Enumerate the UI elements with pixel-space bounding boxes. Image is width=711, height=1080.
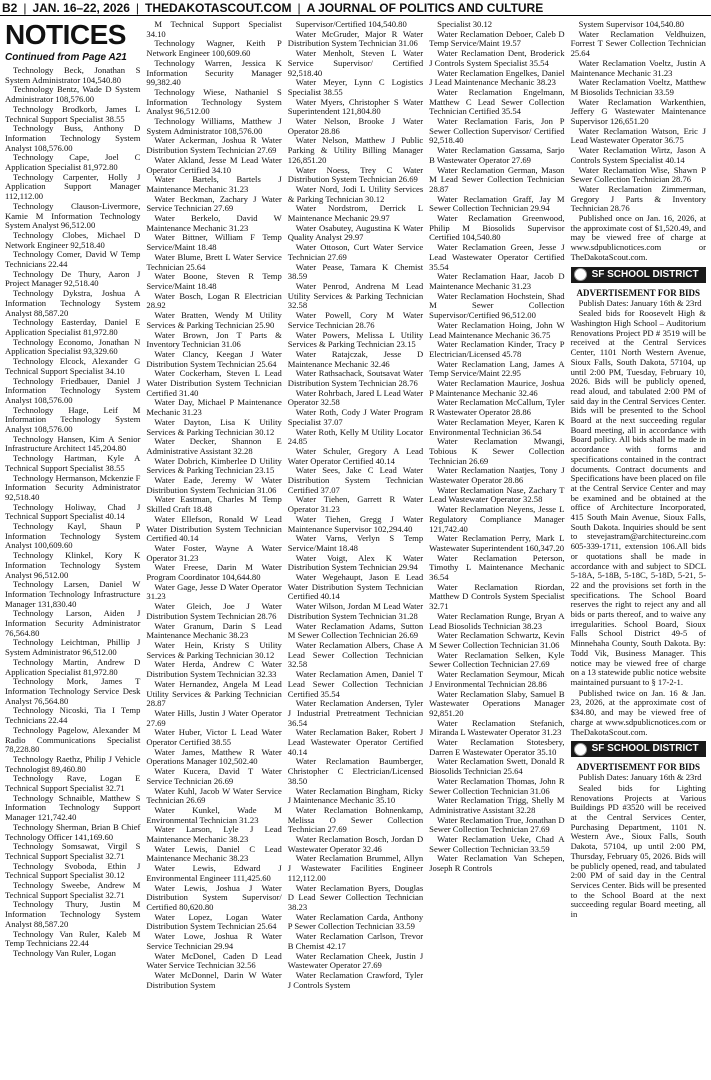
salary-entry: Technology Sherman, Brian B Chief Technology Officer 141,169.60 <box>5 821 141 842</box>
salary-entry: Water Reclamation Kinder, Tracy P Electrician/Licensed 45.78 <box>429 339 565 359</box>
salary-entry: Water Sees, Jake C Lead Water Distribution System Technician Certified 37.07 <box>287 465 424 495</box>
salary-entry: Technology Holiway, Chad J Technical Support Specialist 40.14 <box>5 501 141 522</box>
salary-entry: Technology Wiese, Nathaniel S Information Technology System Analyst 96,512.00 <box>146 86 282 117</box>
salary-entry: Water Day, Michael P Maintenance Mechanic 31.23 <box>146 397 282 418</box>
salary-entry: Water Pease, Tamara K Chemist 38.59 <box>287 261 424 282</box>
salary-entry: Water Hills, Justin J Water Operator 27.69 <box>146 707 282 728</box>
salary-entry: Water Reclamation Gassama, Sarjo B Wastewater Operator 27.69 <box>429 145 565 165</box>
salary-entry: Water Herda, Andrew C Water Distribution System Technician 32.33 <box>146 659 282 680</box>
salary-entry: Technology Hage, Leif M Information Technology System Analyst 108,576.00 <box>5 404 141 435</box>
salary-entry: Water Reclamation Engelkes, Daniel J Lead Maintenance Mechanic 38.23 <box>429 67 565 88</box>
page-number: B2 <box>2 0 18 15</box>
salary-entry: Water Reclamation Carlson, Trevor B Chemist 42.17 <box>287 931 424 951</box>
salary-entry: Water Reclamation Thomas, John R Sewer Collection Technician 31.06 <box>429 775 565 796</box>
salary-entry: Water Wilson, Jordan M Lead Water Distribution System Technician 31.28 <box>287 601 424 621</box>
salary-entry: Water Roth, Kelly M Utility Locator 24.85 <box>287 426 424 447</box>
salary-entry: Water Reclamation German, Mason M Lead Sewer Collection Technician 28.87 <box>429 164 565 194</box>
salary-entry: Water Reclamation Deboer, Caleb D Temp Service/Maint 19.57 <box>429 28 565 49</box>
salary-entry: System Supervisor 104,540.80 <box>578 20 685 29</box>
salary-entry: Water Hernandez, Angela M Lead Utility Services & Parking Technician 28.87 <box>146 678 282 709</box>
salary-entry: Water Reclamation Stotesbery, Darren E Wastewater Operator 35.10 <box>429 737 565 757</box>
salary-entry: Water Reclamation Nase, Zachary T Lead Wastewater Operator 32.58 <box>429 484 565 505</box>
salary-entry: Water Bittner, William F Temp Service/Maint 18.48 <box>146 232 282 253</box>
salary-entry: Water Larson, Lyle J Lead Maintenance Mechanic 38.23 <box>146 824 282 845</box>
salary-entry: Water Reclamation Naatjes, Tony J Wastewater Operator 28.86 <box>429 465 565 486</box>
header-separator: | <box>135 0 139 15</box>
salary-entry: Technology Leichtman, Phillip J System Administrator 96,512.00 <box>5 637 141 658</box>
salary-entry: Water Lopez, Logan Water Distribution System Technician 25.64 <box>146 911 282 932</box>
salary-entry: Technology Brodkorb, James L Technical Support Specialist 38.55 <box>5 103 141 124</box>
salary-entry: Technology Hansen, Kim A Senior Infrastructure Architect 145,204.80 <box>5 433 141 454</box>
salary-entry: Water Decker, Shannon E Administrative Assistant 32.28 <box>146 436 282 456</box>
salary-entry: Water Tiehen, Garrett R Water Operator 31.23 <box>287 494 424 515</box>
salary-entry: Water Reclamation Hochstein, Shad M Sewer Collection Supervisor/Certified 96,512.00 <box>429 290 565 321</box>
salary-entry: Water Reclamation Bosch, Jordan D Wastewater Operator 32.46 <box>287 834 424 854</box>
salary-entry: Water Reclamation Runge, Bryan A Lead Biosolids Technician 38.23 <box>429 610 565 631</box>
salary-entry: Technology Clobes, Michael D Network Engineer 92,518.40 <box>5 229 141 250</box>
district-banner <box>571 741 706 757</box>
salary-entry: Water Foster, Wayne A Water Operator 31.23 <box>146 542 282 563</box>
salary-entry: Water Reclamation Albers, Chase A Lead Sewer Collection Technician 32.58 <box>287 640 424 670</box>
salary-entry: Water Reclamation Swett, Donald R Biosolids Technician 25.64 <box>429 756 565 777</box>
salary-entry: Water Reclamation Graff, Jay M Sewer Collection Technician 29.94 <box>429 193 565 214</box>
salary-entry: Water Tiehen, Gregg J Water Maintenance Supervisor 102,294.40 <box>287 513 424 534</box>
salary-entry: Water Kunkel, Wade M Environmental Technician 31.23 <box>146 804 282 825</box>
salary-entry: Water Bosch, Logan R Electrician 28.92 <box>146 290 282 311</box>
salary-entry: Technology Bentz, Wade D System Administrator 108,576.00 <box>5 84 141 105</box>
site-name: THEDAKOTASCOUT.COM <box>145 0 292 15</box>
salary-entry: Water Reclamation Brummel, Allyn J Wastewater Facilities Engineer 112,112.00 <box>287 853 424 883</box>
salary-entry: Technology Mork, James T Information Technology Service Desk Analyst 76,564.80 <box>5 676 141 706</box>
salary-entry: Water Osabutey, Augustina K Water Quality Analyst 29.97 <box>287 222 424 243</box>
salary-entry: Water Schuler, Gregory A Lead Water Operator Certified 40.14 <box>287 445 424 466</box>
salary-entry: Water Reclamation Andersen, Tyler J Industrial Pretreatment Technician 36.54 <box>287 698 424 728</box>
salary-entry: Water Reclamation Van Schepen, Joseph R Controls <box>429 853 565 874</box>
salary-entry: Technology Williams, Matthew J System Administrator 108,576.00 <box>146 116 282 136</box>
notice-column-4 <box>426 20 567 1078</box>
district-banner <box>571 267 706 283</box>
salary-entry: Water Varns, Verlyn S Temp Service/Maint 18.48 <box>287 533 424 553</box>
salary-entry: Water Ratajczak, Jesse D Maintenance Mechanic 32.46 <box>287 348 424 369</box>
district-name: SF SCHOOL DISTRICT <box>591 743 699 755</box>
ad-footer: Published twice on Jan. 16 & Jan. 23, 2026, at the approximate cost of $34.80, and may be viewed free of charge at www.sdpublicnotices.com or TheDakotaScout.com. <box>570 687 706 737</box>
salary-entry: Technology Thury, Justin M Information Technology System Analyst 88,587.20 <box>5 899 141 929</box>
notice-column-1 <box>2 20 143 1078</box>
salary-entry: Water Reclamation Baker, Robert J Lead Wastewater Operator Certified 40.14 <box>287 727 424 757</box>
salary-entry: Water James, Matthew R Water Operations Manager 102,502.40 <box>146 746 282 767</box>
salary-entry: Water Meyer, Lynn C Logistics Specialist 38.55 <box>287 77 424 97</box>
salary-entry: Water Reclamation Riordan, Matthew D Controls System Specialist 32.71 <box>429 581 565 612</box>
salary-entry: Water Eade, Jeremy W Water Distribution System Technician 31.06 <box>146 475 282 495</box>
salary-entry: Technology Svoboda, Ethin J Technical Support Specialist 30.12 <box>5 860 141 881</box>
salary-entry: Water Reclamation True, Jonathan D Sewer Collection Technician 27.69 <box>429 814 565 835</box>
salary-entry: Technology Kayl, Shaun P Information Technology System Analyst 100,609.60 <box>5 521 141 551</box>
salary-entry: Technology De Thury, Aaron J Project Manager 92,518.40 <box>5 268 141 289</box>
salary-entry: Water Reclamation Watson, Eric J Lead Wastewater Operator 36.75 <box>570 125 706 146</box>
salary-entry: Technology Wagner, Keith P Network Engineer 100,609.60 <box>146 38 282 59</box>
salary-entry: Technology Cape, Joel C Application Specialist 81,972.80 <box>5 152 141 173</box>
notice-column-2 <box>143 20 284 1078</box>
ad-heading: ADVERTISEMENT FOR BIDS <box>576 287 701 298</box>
salary-entry: Water Dobrich, Kimberlee D Utility Services & Parking Technician 23.15 <box>146 455 282 476</box>
district-name: SF SCHOOL DISTRICT <box>591 268 699 280</box>
salary-entry: Water Nord, Jodi L Utility Services & Parking Technician 30.12 <box>287 183 424 204</box>
salary-entry: Water Reclamation Crawford, Tyler J Controls System <box>287 969 424 990</box>
salary-entry: Technology Larson, Aiden J Information Security Administrator 76,564.80 <box>5 608 141 638</box>
salary-entry: Technology Friedbauer, Daniel J Information Technology System Analyst 108,576.00 <box>5 375 141 405</box>
salary-entry: Water Reclamation Cheek, Justin J Wastewater Operator 27.69 <box>287 950 424 971</box>
salary-entry: Water Nordstrom, Derrick L Maintenance Mechanic 29.97 <box>287 203 424 224</box>
salary-entry: Water Kuhl, Jacob W Water Service Technician 26.69 <box>146 785 282 806</box>
salary-entry: Technology Nicoski, Tia I Temp Technicians 22.44 <box>5 705 141 726</box>
salary-entry: Water Blume, Brett L Water Service Technician 25.64 <box>146 251 282 272</box>
notice-columns <box>2 20 709 1078</box>
salary-entry: M Technical Support Specialist 34.10 <box>146 20 282 39</box>
salary-entry: Water Reclamation Hoing, John W Lead Maintenance Mechanic 36.75 <box>429 319 565 340</box>
salary-entry: Water Bartels, Bartels J Maintenance Mechanic 31.23 <box>146 174 282 194</box>
salary-entry: Technology Buss, Anthony D Information Technology System Analyst 108,576.00 <box>5 123 141 153</box>
salary-entry: Technology Dykstra, Joshua A Information Technology System Analyst 88,587.20 <box>5 288 141 318</box>
salary-entry: Water Noess, Trey C Water Distribution System Technician 26.69 <box>287 164 424 185</box>
salary-entry: Technology Rave, Logan E Technical Support Specialist 32.71 <box>5 773 141 794</box>
salary-entry: Water Reclamation Wirtz, Jason A Controls System Specialist 40.14 <box>570 145 706 165</box>
salary-entry: Water Reclamation Dent, Broderick J Controls System Specialist 35.54 <box>429 48 565 68</box>
salary-entry: Technology Comer, David W Temp Technicians 22.44 <box>5 249 141 270</box>
salary-entry: Water Nelson, Brooke J Water Operator 28.86 <box>287 116 424 136</box>
salary-entry: Water Reclamation Bohnenkamp, Melissa O Sewer Collection Technician 27.69 <box>287 804 424 835</box>
salary-entry: Water Beckman, Zachary J Water Service Technician 27.69 <box>146 193 282 214</box>
salary-entry: Water Reclamation Voeltz, Matthew M Biosolids Technician 33.59 <box>570 77 706 97</box>
salary-entry: Water Reclamation Carda, Anthony P Sewer Collection Technician 33.59 <box>287 911 424 932</box>
salary-entry: Water Reclamation Byers, Douglas D Lead Sewer Collection Technician 38.23 <box>287 882 424 912</box>
salary-entry: Technology Elcock, Alexander G Technical Support Specialist 34.10 <box>5 356 141 376</box>
salary-entry: Water Reclamation Baumberger, Christopher C Electrician/Licensed 38.50 <box>287 756 424 786</box>
salary-list-end <box>571 20 706 263</box>
publish-dates: Publish Dates: January 16th & 23rd <box>578 772 702 783</box>
salary-entry: Water Reclamation Faris, Jon P Sewer Collection Supervisor/ Certified 92,518.40 <box>429 116 565 146</box>
salary-entry: Water Hein, Kristy S Utility Services & Parking Technician 30.12 <box>146 640 282 660</box>
salary-entry: Water Boone, Steven R Temp Service/Maint 18.48 <box>146 271 282 291</box>
salary-entry: Water Reclamation Neyens, Jesse L Regulatory Compliance Manager 121,742.40 <box>429 504 565 534</box>
salary-entry: Technology Economo, Jonathan N Application Specialist 93,329.60 <box>5 336 141 357</box>
salary-entry: Specialist 30.12 <box>437 20 493 29</box>
ad-heading: ADVERTISEMENT FOR BIDS <box>576 762 701 773</box>
salary-entry: Water Reclamation Seymour, Micah J Environmental Technician 28.86 <box>429 669 565 689</box>
salary-entry: Water Reclamation Veldhuizen, Forrest T Sewer Collection Technician 25.64 <box>570 28 706 59</box>
salary-entry: Water Rohrbach, Jared L Lead Water Operator 32.58 <box>287 387 424 408</box>
salary-entry: Water Reclamation Selken, Kyle Sewer Collection Technician 27.69 <box>429 649 565 670</box>
salary-entry: Water Granum, Darin S Lead Maintenance Mechanic 38.23 <box>146 620 282 641</box>
salary-entry: Water McDonnel, Darin W Water Distribution System <box>146 969 282 990</box>
salary-entry: Water Myers, Christopher S Water Superintendent 121,804.80 <box>287 96 424 117</box>
salary-entry: Water Reclamation McCallum, Tyler R Wastewater Operator 28.86 <box>429 397 565 418</box>
salary-entry: Water Brown, Jon T Parts & Inventory Technician 31.06 <box>146 329 282 350</box>
continued-note: Continued from Page A21 <box>5 52 127 63</box>
salary-entry: Supervisor/Certified 104,540.80 <box>295 20 407 29</box>
salary-entry: Technology Van Ruler, Kaleb M Temp Technicians 22.44 <box>5 928 141 949</box>
salary-entry: Water Reclamation Green, Jesse J Lead Wastewater Operator Certified 35.54 <box>429 242 565 272</box>
salary-entry: Water Wegehaupt, Jason E Lead Water Distribution System Technician Certified 40.14 <box>287 572 424 602</box>
salary-entry: Water Lewis, Edward J Environmental Engineer 111,425.60 <box>146 863 282 883</box>
salary-entry: Water Freese, Darin M Water Program Coordinator 104,644.80 <box>146 562 282 583</box>
salary-entry: Water Gage, Jesse D Water Operator 31.23 <box>146 581 282 602</box>
header-separator: | <box>297 0 301 15</box>
salary-entry: Water Reclamation Peterson, Timothy L Maintenance Mechanic 36.54 <box>429 552 565 583</box>
salary-entry: Water Reclamation Haar, Jacob D Maintenance Mechanic 31.23 <box>429 271 565 291</box>
salary-entry: Technology Warren, Jessica K Information Security Manager 99,382.40 <box>146 57 282 88</box>
salary-entry: Water Lowe, Joshua R Water Service Technician 29.94 <box>146 931 282 951</box>
salary-entry: Water Ellefson, Ronald W Lead Water Distribution System Technician Certified 40.14 <box>146 513 282 544</box>
salary-entry: Water Reclamation Stefanich, Miranda L Wastewater Operator 31.23 <box>429 717 565 738</box>
salary-entry: Water Reclamation Adams, Sutton M Sewer Collection Technician 26.69 <box>287 620 424 641</box>
salary-entry: Technology Pagelow, Alexander M Radio Communications Specialist 78,228.80 <box>5 724 141 755</box>
salary-entry: Water Huber, Victor L Lead Water Operator Certified 38.55 <box>146 727 282 748</box>
salary-entry: Water Dayton, Lisa K Utility Services & Parking Technician 30.12 <box>146 416 282 437</box>
ad-body: Sealed bids for Roosevelt High & Washington High School – Auditorium Renovations Project PD # 3519 will be received at the Central Services Center, 1101 North Western Avenue, Sioux Falls, South Dakota, 57104, up until 2:00 PM, Tuesday, February 10, 2026. Bids will be publicly opened, read aloud, and tabulated 2:00 PM of said day in the Central Services Center. Bids will be presented to the School Board at the next succeeding regular Board meeting, all in accordance with Board policy. All bids shall be made in accordance with forms and specifications contained in the contract documents. Contract documents and Specifications have been placed on file at the Central Service Center and may be examined and be obtained at the office of Architecture Incorporated, 415 South Main Avenue, Sioux Falls, South Dakota. Inquiries should be sent to stevejastram@architectureinc.com 605-339-1711, extension 106.All bids or quotations shall be made in accordance with and subject to SDCL 5-18A, 5-18B, 5-18C, 5-18D, 5-21, 5-22 and the provisions set forth in the specifications. The School Board reserves the right to reject any and all bids or parts thereof, and to waive any irregularities. School Board, Sioux Falls School District 49-5 of Minnehaha County, South Dakota. By: Todd Vik, Business Manager. This notice may be viewed free of charge on a 13 statewide public notice website maintained pursuant to § 17-2-1. <box>570 308 706 687</box>
salary-entry: Water Menholt, Steven L Water Service Supervisor/ Certified 92,518.40 <box>287 48 424 78</box>
salary-entry: Technology Somsawat, Virgil S Technical Support Specialist 32.71 <box>5 841 141 861</box>
salary-entry: Technology Klinkel, Kory K Information Technology System Analyst 96,512.00 <box>5 550 141 580</box>
ad-body: Sealed bids for Lighting Renovations Projects at Various Buildings PD #3520 will be received at the Central Services Center, Purchasing Department, 1101 N. Western Ave., Sioux Falls, South Dakota, 57104, up until 2:00 PM, Thursday, February 05, 2026. Bids will be publicly opened, read, and tabulated 2:00 PM of said day in the Central Services Center. Bids will be presented to the School Board at the next succeeding regular Board meeting, all in <box>570 782 706 920</box>
notices-title: NOTICES <box>5 20 126 50</box>
page-header <box>0 0 711 16</box>
salary-entry: Technology Raethz, Philip J Vehicle Technologist 89,460.80 <box>5 753 141 774</box>
issue-date: JAN. 16–22, 2026 <box>32 0 130 15</box>
header-separator: | <box>23 0 27 15</box>
publication-note: Published once on Jan. 16, 2026, at the approximate cost of $1,520.49, and may be viewed free of charge at www.sdpublicnotices.com or TheDakotaScout.com. <box>570 213 706 262</box>
salary-entry: Water McGruder, Major R Water Distribution System Technician 31.06 <box>287 28 424 49</box>
notice-column-3 <box>285 20 426 1078</box>
publish-dates: Publish Dates: January 16th & 23rd <box>578 297 702 308</box>
salary-entry: Water Clancy, Keegan J Water Distribution System Technician 25.64 <box>146 348 282 369</box>
salary-entry: Technology Hartman, Kyle A Technical Support Specialist 38.55 <box>5 453 141 473</box>
salary-entry: Water Akland, Jesse M Lead Water Operator Certified 34.10 <box>146 154 282 175</box>
salary-entry: Water Powell, Cory M Water Service Technician 28.76 <box>287 310 424 330</box>
salary-entry: Water Reclamation Wise, Shawn P Sewer Collection Technician 28.76 <box>570 164 706 185</box>
salary-entry: Water Reclamation Trigg, Shelly M Administrative Assistant 32.28 <box>429 795 565 815</box>
salary-entry: Water Reclamation Mwangi, Tobious K Sewer Collection Technician 26.69 <box>429 436 565 466</box>
salary-entry: Water Cockerham, Steven L Lead Water Distribution System Technician Certified 31.40 <box>146 368 282 398</box>
salary-entry: Water Reclamation Engelmann, Matthew C Lead Sewer Collection Technician Certified 35.54 <box>429 86 565 117</box>
salary-entry: Water Powers, Melissa L Utility Services & Parking Technician 23.15 <box>287 329 424 350</box>
salary-entry: Water Reclamation Warkenthien, Jeffery G Wastewater Maintenance Supervisor 126,651.20 <box>570 96 706 127</box>
salary-entry: Water Lewis, Daniel C Lead Maintenance Mechanic 38.23 <box>146 843 282 864</box>
salary-entry: Water Reclamation Zimmerman, Gregory J Parts & Inventory Technician 28.76 <box>570 183 706 214</box>
salary-entry: Water Kucera, David T Water Service Technician 26.69 <box>146 766 282 786</box>
salary-entry: Water Nelson, Matthew J Public Parking & Utility Billing Manager 126,851.20 <box>287 135 424 165</box>
salary-entry: Technology Van Ruler, Logan <box>13 947 116 958</box>
salary-entry: Water Reclamation Schwartz, Kevin M Sewer Collection Technician 31.06 <box>429 630 565 650</box>
salary-entry: Water Reclamation Lang, James A Temp Service/Maint 22.95 <box>429 358 565 379</box>
salary-entry: Water Bratten, Wendy M Utility Services & Parking Technician 25.90 <box>146 310 282 330</box>
salary-entry: Technology Sweebe, Andrew M Technical Support Specialist 32.71 <box>5 880 141 900</box>
salary-entry: Water Rathsachack, Soutsavat Water Distribution System Technician 28.76 <box>287 368 424 389</box>
salary-entry: Water Reclamation Bingham, Ricky J Maintenance Mechanic 35.10 <box>287 785 424 806</box>
tagline: A JOURNAL OF POLITICS AND CULTURE <box>306 0 544 15</box>
salary-entry: Water Ackerman, Joshua R Water Distribution System Technician 27.69 <box>146 135 282 156</box>
salary-entry: Technology Carpenter, Holly J Application Support Manager 112,112.00 <box>5 171 141 202</box>
salary-entry: Water Reclamation Amen, Daniel T Lead Sewer Collection Technician Certified 35.54 <box>287 669 424 699</box>
salary-entry: Water McDonel, Caden D Lead Water Service Technician 32.56 <box>146 950 282 971</box>
salary-entry: Water Reclamation Maurice, Joshua P Maintenance Mechanic 32.46 <box>429 378 565 398</box>
salary-entry: Technology Easterday, Daniel E Application Specialist 81,972.80 <box>5 317 141 337</box>
notice-column-5 <box>568 20 709 1078</box>
salary-entry: Water Reclamation Perry, Mark L Wastewater Superintendent 160,347.20 <box>429 533 565 553</box>
salary-entry: Technology Martin, Andrew D Application Specialist 81,972.80 <box>5 656 141 677</box>
salary-entry: Water Reclamation Meyer, Karen K Environmental Technician 36.54 <box>429 416 565 437</box>
salary-entry: Water Gleich, Joe J Water Distribution System Technician 28.76 <box>146 601 282 621</box>
salary-entry: Technology Schnaible, Matthew S Information Technology Support Manager 121,742.40 <box>5 792 141 823</box>
salary-entry: Water Reclamation Greenwood, Philip M Biosolids Supervisor Certified 104,540.80 <box>429 213 565 243</box>
salary-entry: Technology Hermanson, Mckenzie F Information Security Administrator 92,518.40 <box>5 472 141 502</box>
salary-entry: Water Penrod, Andrena M Lead Utility Services & Parking Technician 32.58 <box>287 280 424 311</box>
salary-entry: Water Reclamation Voeltz, Justin A Maintenance Mechanic 31.23 <box>570 57 706 78</box>
salary-entry: Water Eastman, Charles M Temp Skilled Craft 18.48 <box>146 494 282 515</box>
salary-entry: Technology Beck, Jonathan S System Administrator 104,540.80 <box>5 65 141 85</box>
salary-entry: Water Roth, Cody J Water Program Specialist 37.07 <box>287 407 424 427</box>
salary-entry: Water Berkelo, David W Maintenance Mechanic 31.23 <box>146 213 282 233</box>
salary-entry: Water Ottoson, Curt Water Service Technician 27.69 <box>287 242 424 262</box>
salary-entry: Technology Larsen, Daniel W Information Technology Infrastructure Manager 131,830.40 <box>5 579 141 609</box>
school-district-seal-icon <box>574 743 587 756</box>
salary-entry: Technology Clauson-Livermore, Kamie M Information Technology System Analyst 96,512.00 <box>5 200 141 231</box>
salary-entry: Water Reclamation Slaby, Samuel B Wastewater Operations Manager 92,851.20 <box>429 688 565 718</box>
salary-entry: Water Lewis, Joshua J Water Distribution System Supervisor/ Certified 80,620.80 <box>146 882 282 912</box>
school-district-seal-icon <box>574 268 587 281</box>
salary-entry: Water Reclamation Ueke, Chad A Sewer Collection Technician 33.59 <box>429 834 565 854</box>
salary-entry: Water Voigt, Alex K Water Distribution System Technician 29.94 <box>287 552 424 573</box>
